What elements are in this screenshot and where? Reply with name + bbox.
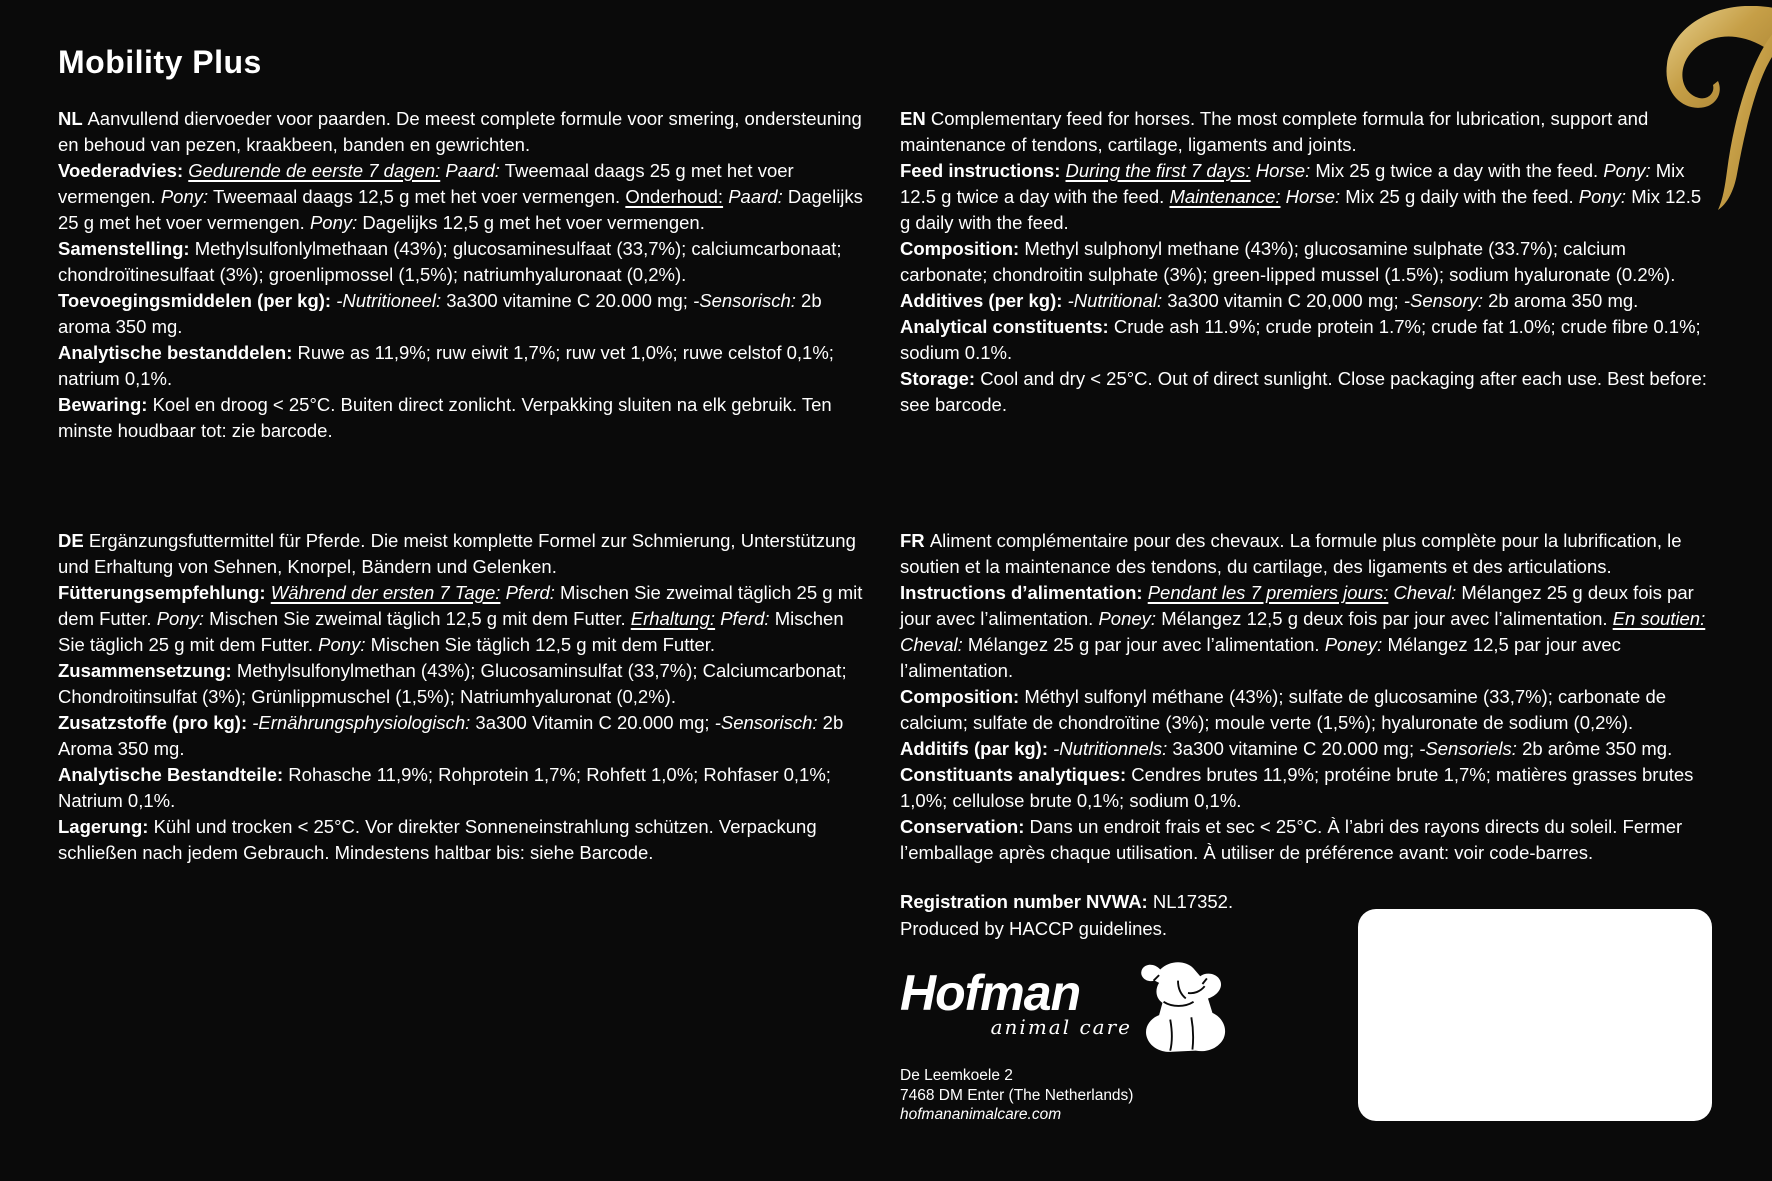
- en-additives: Additives (per kg): -Nutritional: 3a300 vitamin C 20,000 mg; -Sensory: 2b aroma 350 mg.: [900, 290, 1639, 311]
- en-analytical-constituents: Analytical constituents: Crude ash 11.9%; crude protein 1.7%; crude fat 1.0%; crude fibre 0.1%; sodium 0.1%.: [900, 316, 1701, 363]
- fr-analytical-constituents: Constituants analytiques: Cendres brutes 11,9%; protéine brute 1,7%; matières grasses brutes 1,0%; cellulose brute 0,1%; sodium 0,1%.: [900, 764, 1694, 811]
- nl-intro-text: NL Aanvullend diervoeder voor paarden. De meest complete formule voor smering, ondersteuning en behoud van pezen, kraakbeen, banden en gewrichten.: [58, 108, 862, 155]
- website-text: hofmananimalcare.com: [900, 1106, 1062, 1123]
- en-section: [900, 106, 1715, 418]
- nl-analytical-constituents: Analytische bestanddelen: Ruwe as 11,9%; ruw eiwit 1,7%; ruw vet 1,0%; ruwe celstof 0,1%; natrium 0,1%.: [58, 342, 834, 389]
- fr-feeding-advice: Instructions d’alimentation: Pendant les 7 premiers jours: Cheval: Mélangez 25 g deux fois par jour avec l’alimentation. Poney: Mélangez 12,5 g deux fois par jour avec l’alimentation. En soutien: Cheval: Mélangez 25 g par jour avec l’alimentation. Poney: Mélangez 12,5 par jour avec l’alimentation.: [900, 582, 1706, 681]
- gold-flourish-icon: [1628, 6, 1772, 211]
- hofman-logo: [900, 965, 1200, 1040]
- registration-number: Registration number NVWA: NL17352.: [900, 891, 1234, 912]
- nl-composition: Samenstelling: Methylsulfonlylmethaan (43%); glucosaminesulfaat (33,7%); calciumcarbonaat; chondroïtinesulfaat (3%); groenlipmossel (1,5%); natriumhyaluronaat (0,2%).: [58, 238, 842, 285]
- en-composition: Composition: Methyl sulphonyl methane (43%); glucosamine sulphate (33.7%); calcium carbonate; chondroitin sulphate (3%); green-lipped mussel (1.5%); sodium hyaluronate (0.2%).: [900, 238, 1676, 285]
- fr-intro-text: FR Aliment complémentaire pour des chevaux. La formule plus complète pour la lubrification, le soutien et la maintenance des tendons, du cartilage, des ligaments et des articulations.: [900, 530, 1682, 577]
- barcode-area: [1358, 909, 1712, 1121]
- nl-feeding-advice: Voederadvies: Gedurende de eerste 7 dagen: Paard: Tweemaal daags 25 g met het voer vermengen. Pony: Tweemaal daags 12,5 g met het voer vermengen. Onderhoud: Paard: Dagelijks 25 g met het voer vermengen. Pony: Dagelijks 12,5 g met het voer vermengen.: [58, 160, 863, 233]
- haccp-note: Produced by HACCP guidelines.: [900, 918, 1168, 939]
- calf-icon: [1138, 954, 1238, 1061]
- fr-storage: Conservation: Dans un endroit frais et sec < 25°C. À l’abri des rayons directs du soleil. Fermer l’emballage après chaque utilisation. À utiliser de préférence avant: voir code-barres.: [900, 816, 1683, 863]
- address-street: De Leemkoele 2: [900, 1067, 1013, 1084]
- nl-storage: Bewaring: Koel en droog < 25°C. Buiten direct zonlicht. Verpakking sluiten na elk gebruik. Ten minste houdbaar tot: zie barcode.: [58, 394, 832, 441]
- brand-tagline: animal care: [990, 1015, 1132, 1039]
- de-intro-text: DE Ergänzungsfuttermittel für Pferde. Die meist komplette Formel zur Schmierung, Unterstützung und Erhaltung von Sehnen, Knorpel, Bändern und Gelenken.: [58, 530, 856, 577]
- en-feeding-advice: Feed instructions: During the first 7 days: Horse: Mix 25 g twice a day with the feed. Pony: Mix 12.5 g twice a day with the feed. Maintenance: Horse: Mix 25 g daily with the feed. Pony: Mix 12.5 g daily with the feed.: [900, 160, 1702, 233]
- de-storage: Lagerung: Kühl und trocken < 25°C. Vor direkter Sonneneinstrahlung schützen. Verpackung schließen nach jedem Gebrauch. Mindestens haltbar bis: siehe Barcode.: [58, 816, 817, 863]
- nl-additives: Toevoegingsmiddelen (per kg): -Nutritioneel: 3a300 vitamine C 20.000 mg; -Sensorisch: 2b aroma 350 mg.: [58, 290, 822, 337]
- de-feeding-advice: Fütterungsempfehlung: Während der ersten 7 Tage: Pferd: Mischen Sie zweimal täglich 25 g mit dem Futter. Pony: Mischen Sie zweimal täglich 12,5 g mit dem Futter. Erhaltung: Pferd: Mischen Sie täglich 25 g mit dem Futter. Pony: Mischen Sie täglich 12,5 g mit dem Futter.: [58, 582, 863, 655]
- en-intro-text: EN Complementary feed for horses. The most complete formula for lubrication, support and maintenance of tendons, cartilage, ligaments and joints.: [900, 108, 1649, 155]
- de-section: [58, 528, 873, 866]
- address-city: 7468 DM Enter (The Netherlands): [900, 1086, 1134, 1104]
- nl-section: [58, 106, 873, 444]
- page-title: Mobility Plus: [58, 44, 262, 80]
- en-storage: Storage: Cool and dry < 25°C. Out of direct sunlight. Close packaging after each use. Best before: see barcode.: [900, 368, 1707, 415]
- de-analytical-constituents: Analytische Bestandteile: Rohasche 11,9%; Rohprotein 1,7%; Rohfett 1,0%; Rohfaser 0,1%; Natrium 0,1%.: [58, 764, 831, 811]
- fr-composition: Composition: Méthyl sulfonyl méthane (43%); sulfate de glucosamine (33,7%); carbonate de calcium; sulfate de chondroïtine (3%); moule verte (1,5%); hyaluronate de sodium (0,2%).: [900, 686, 1667, 733]
- brand-name: Hofman: [900, 965, 1081, 1021]
- de-additives: Zusatzstoffe (pro kg): -Ernährungsphysiologisch: 3a300 Vitamin C 20.000 mg; -Sensorisch: 2b Aroma 350 mg.: [58, 712, 844, 759]
- de-composition: Zusammensetzung: Methylsulfonylmethan (43%); Glucosaminsulfat (33,7%); Calciumcarbonat; Chondroitinsulfat (3%); Grünlippmuschel (1,5%); Natriumhyaluronat (0,2%).: [58, 660, 847, 707]
- fr-additives: Additifs (par kg): -Nutritionnels: 3a300 vitamine C 20.000 mg; -Sensoriels: 2b arôme 350 mg.: [900, 738, 1673, 759]
